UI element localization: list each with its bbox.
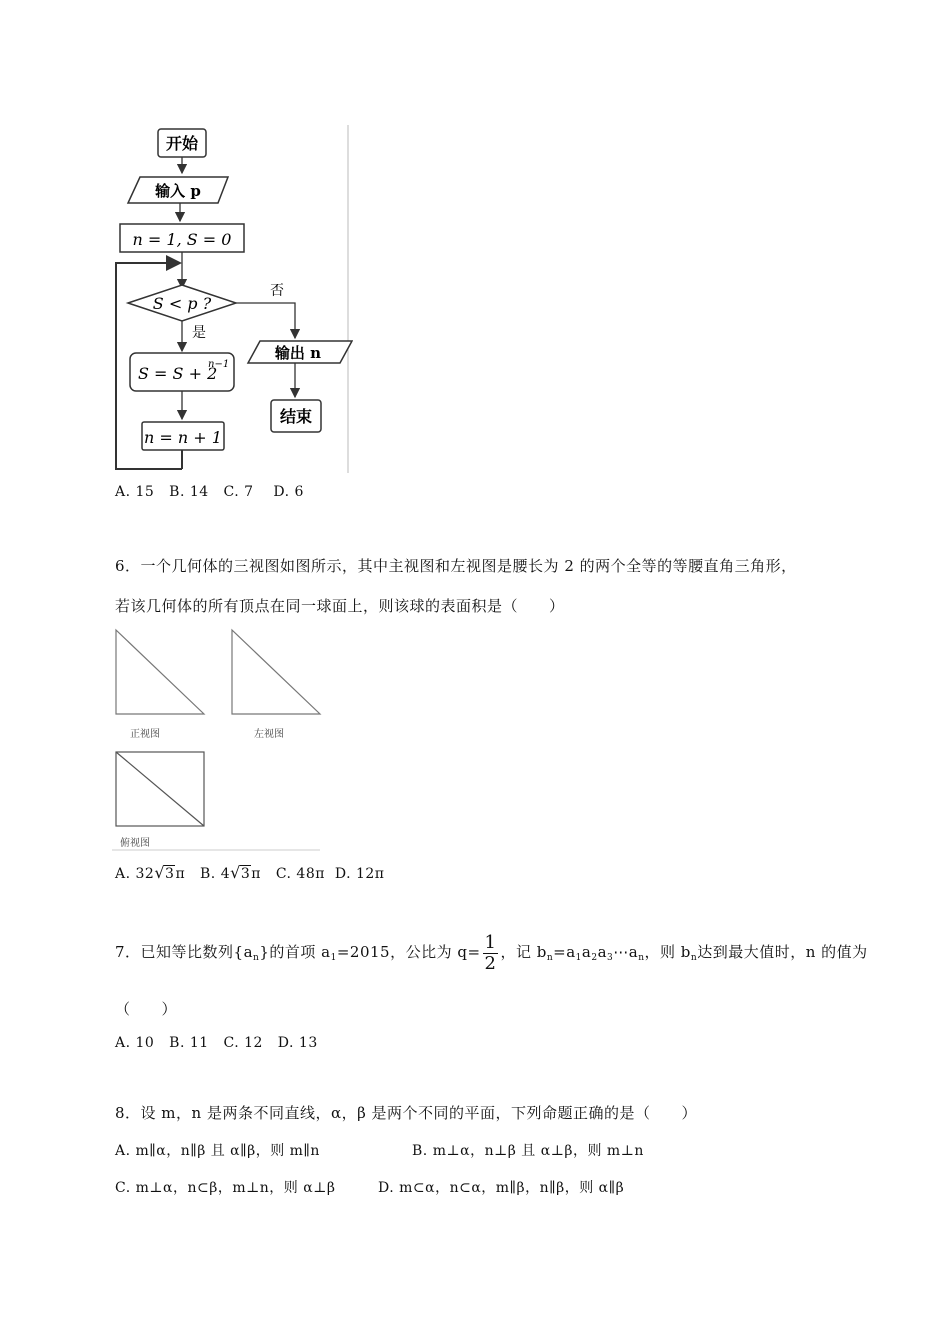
q7-options: A. 10 B. 11 C. 12 D. 13 <box>115 1035 318 1051</box>
q6-stem-line2: 若该几何体的所有顶点在同一球面上，则该球的表面积是（ ） <box>115 597 565 615</box>
q6-option-b-post: π <box>251 866 261 882</box>
flowchart-input-text: 输入 p <box>155 182 201 200</box>
q8-stem: 8．设 m，n 是两条不同直线，α，β 是两个不同的平面，下列命题正确的是（ ） <box>115 1104 698 1122</box>
q7-text: ，则 b <box>644 943 691 961</box>
q7-text: }的首项 a <box>259 943 331 961</box>
flowchart-yes-label: 是 <box>192 325 206 341</box>
left-view-label: 左视图 <box>254 729 284 740</box>
q7-ratio-fraction <box>483 933 499 974</box>
fraction-denominator: 2 <box>484 952 497 974</box>
front-view-triangle <box>116 630 204 714</box>
subscript: n <box>546 953 554 963</box>
flowchart-end-text: 结束 <box>279 407 313 426</box>
flowchart-update-s-exp: n−1 <box>208 359 230 370</box>
q7-text: ⋯a <box>613 943 639 961</box>
top-view-label: 俯视图 <box>120 838 150 849</box>
subscript: n <box>638 953 645 963</box>
q7-text: =a <box>553 943 576 961</box>
subscript: 2 <box>591 953 598 963</box>
flowchart-start-text: 开始 <box>165 134 199 153</box>
q8-option-a: A. m∥α，n∥β 且 α∥β，则 m∥n <box>115 1143 320 1159</box>
q7-text: a <box>597 943 608 961</box>
subscript: 3 <box>607 953 614 963</box>
front-view-label: 正视图 <box>130 729 160 740</box>
q7-text: 达到最大值时，n 的值为 <box>697 943 868 961</box>
q6-option-a-pre: A. 32 <box>115 866 155 882</box>
q6-option-a-radicand: 3 <box>165 866 175 882</box>
subscript: n <box>690 953 698 963</box>
flowchart-figure <box>108 125 353 473</box>
flowchart-init-text: n = 1, S = 0 <box>132 230 232 249</box>
q7-stem <box>115 930 868 980</box>
q7-text: 7．已知等比数列{a <box>115 943 254 961</box>
subscript: n <box>253 953 260 963</box>
q6-options <box>115 863 384 882</box>
flowchart-no-label: 否 <box>270 283 284 299</box>
flowchart-output-text: 输出 n <box>274 344 322 362</box>
subscript: 1 <box>575 953 582 963</box>
three-view-figure <box>112 628 322 852</box>
sqrt-symbol: √ <box>230 863 241 882</box>
flowchart-condition-text: S < p ? <box>152 294 212 313</box>
q6-option-cd: C. 48π D. 12π <box>275 866 385 882</box>
sqrt-symbol: √ <box>154 863 166 882</box>
left-view-triangle <box>232 630 320 714</box>
q7-answer-paren: （ ） <box>115 1000 178 1018</box>
q7-text: =2015，公比为 q= <box>336 943 481 961</box>
q7-text: a <box>581 943 592 961</box>
flowchart-update-n-text: n = n + 1 <box>144 428 222 447</box>
q6-stem-line1: 6．一个几何体的三视图如图所示，其中主视图和左视图是腰长为 2 的两个全等的等腰直角三角形， <box>115 557 797 575</box>
q6-option-b-radicand: 3 <box>240 866 251 882</box>
q8-option-d: D. m⊂α，n⊂α，m∥β，n∥β，则 α∥β <box>378 1180 625 1196</box>
q8-option-c: C. m⊥α，n⊂β，m⊥n，则 α⊥β <box>115 1180 336 1196</box>
subscript: 1 <box>330 953 337 963</box>
q6-option-b-pre: B. 4 <box>200 866 231 882</box>
q6-option-a-post: π <box>175 866 186 882</box>
q5-options: A. 15 B. 14 C. 7 D. 6 <box>115 484 304 500</box>
fraction-numerator: 1 <box>484 931 497 953</box>
q8-option-b: B. m⊥α，n⊥β 且 α⊥β，则 m⊥n <box>412 1143 644 1159</box>
flowchart-update-s-text: S = S + 2 <box>138 364 218 383</box>
q7-text: ，记 b <box>500 943 547 961</box>
